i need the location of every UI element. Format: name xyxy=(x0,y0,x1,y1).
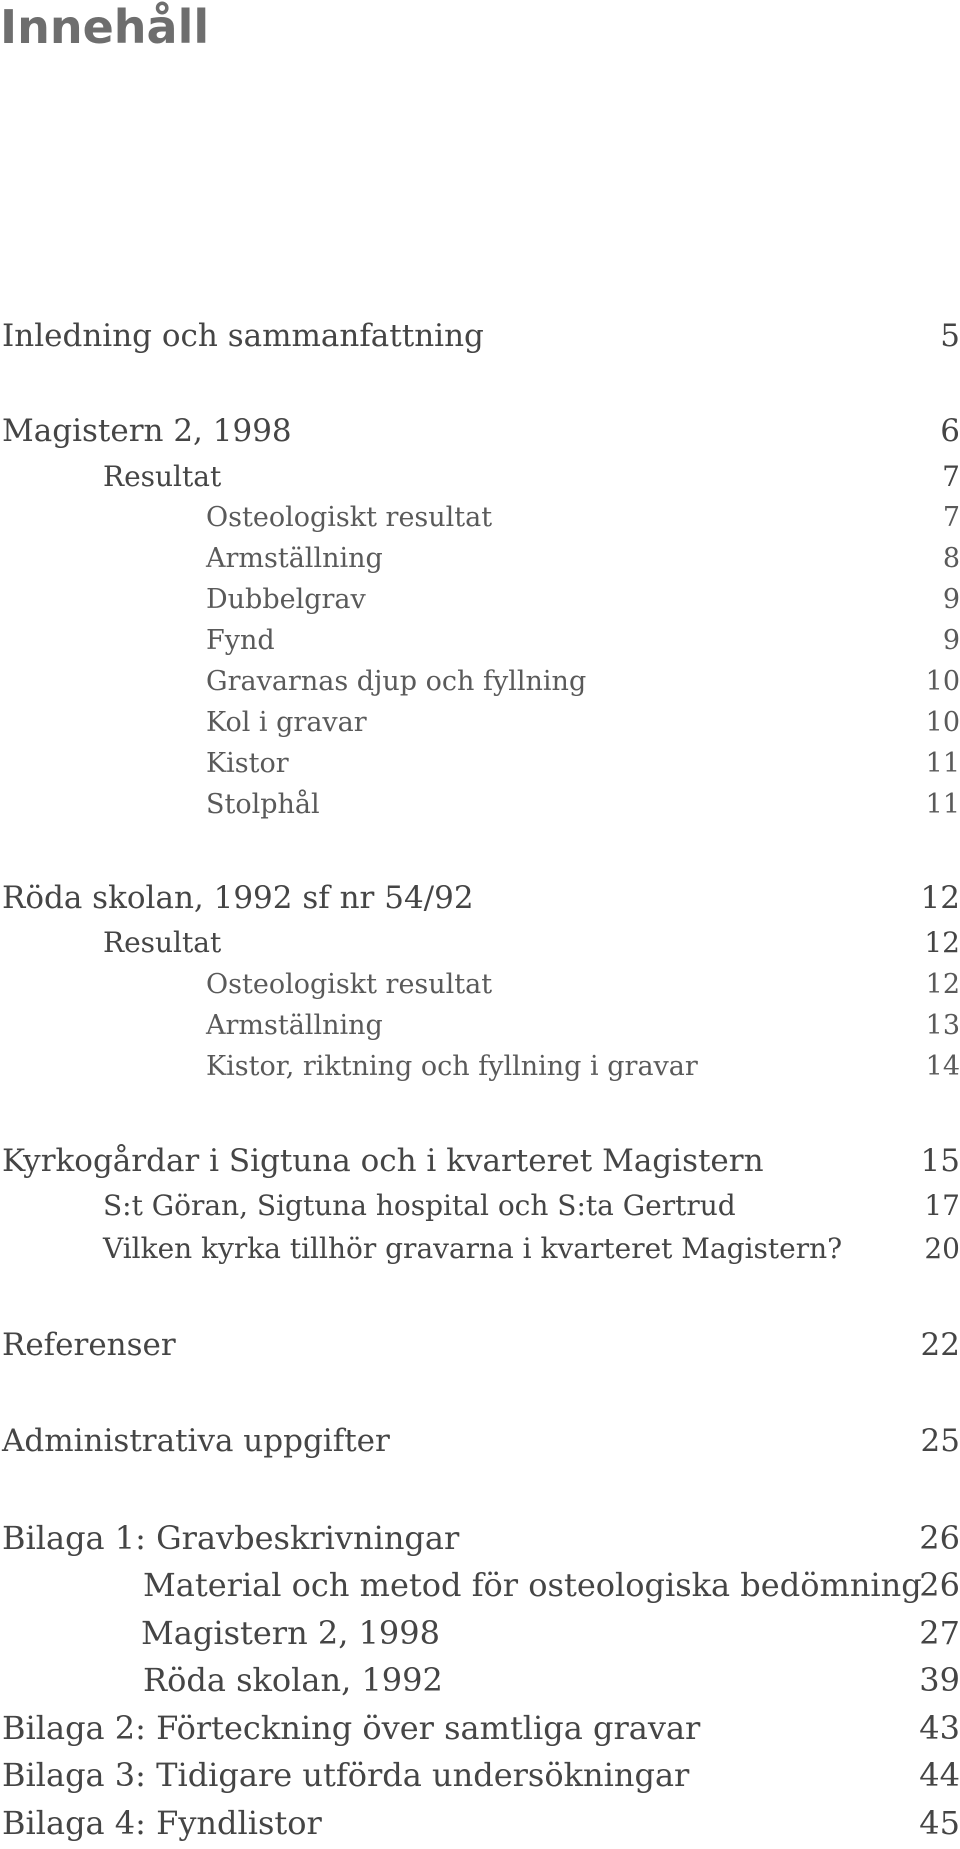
toc-entry-armstallning-2[interactable] xyxy=(0,1010,960,1050)
toc-entry-page: 39 xyxy=(919,1661,960,1699)
toc-entry-referenser[interactable] xyxy=(0,1327,960,1367)
toc-entry-label: Dubbelgrav xyxy=(206,584,366,615)
toc-entry-label: Osteologiskt resultat xyxy=(206,969,493,1000)
toc-entry-label: Vilken kyrka tillhör gravarna i kvarteret Magistern? xyxy=(103,1232,843,1265)
toc-entry-label: Röda skolan, 1992 xyxy=(143,1661,443,1699)
toc-entry-page: 22 xyxy=(920,1327,960,1363)
toc-entry-label: Armställning xyxy=(206,543,383,574)
toc-entry-kyrkogardar[interactable] xyxy=(0,1143,960,1183)
toc-entry-page: 14 xyxy=(925,1051,960,1082)
toc-entry-label: S:t Göran, Sigtuna hospital och S:ta Gertrud xyxy=(103,1189,736,1222)
toc-entry-label: Bilaga 4: Fyndlistor xyxy=(2,1804,322,1842)
toc-entry-page: 43 xyxy=(919,1709,960,1747)
toc-entry-label: Inledning och sammanfattning xyxy=(2,318,484,354)
toc-entry-material-metod[interactable] xyxy=(0,1566,960,1606)
toc-entry-label: Magistern 2, 1998 xyxy=(141,1614,440,1652)
toc-entry-kistor-riktning[interactable] xyxy=(0,1051,960,1091)
page-title: Innehåll xyxy=(0,0,210,54)
toc-entry-roda-skolan-bilaga[interactable] xyxy=(0,1661,960,1701)
toc-entry-page: 9 xyxy=(942,584,960,615)
toc-entry-inledning[interactable] xyxy=(0,318,960,358)
toc-entry-kistor[interactable] xyxy=(0,748,960,788)
toc-entry-page: 12 xyxy=(920,880,960,916)
toc-entry-bilaga-2[interactable] xyxy=(0,1709,960,1749)
toc-entry-label: Administrativa uppgifter xyxy=(2,1423,390,1459)
toc-entry-page: 17 xyxy=(924,1189,960,1222)
toc-entry-stolphal[interactable] xyxy=(0,789,960,829)
toc-entry-dubbelgrav[interactable] xyxy=(0,584,960,624)
toc-entry-label: Armställning xyxy=(206,1010,383,1041)
toc-entry-label: Kyrkogårdar i Sigtuna och i kvarteret Magistern xyxy=(2,1143,764,1179)
toc-entry-page: 11 xyxy=(925,789,960,820)
toc-entry-label: Resultat xyxy=(103,926,222,959)
toc-entry-label: Material och metod för osteologiska bedömning xyxy=(143,1566,922,1604)
toc-entry-roda-skolan[interactable] xyxy=(0,880,960,920)
toc-entry-page: 7 xyxy=(942,502,960,533)
toc-entry-page: 13 xyxy=(925,1010,960,1041)
toc-entry-armstallning[interactable] xyxy=(0,543,960,583)
toc-entry-fynd[interactable] xyxy=(0,625,960,665)
toc-entry-label: Kistor xyxy=(206,748,289,779)
toc-entry-label: Bilaga 3: Tidigare utförda undersökningar xyxy=(2,1756,690,1794)
toc-entry-label: Gravarnas djup och fyllning xyxy=(206,666,587,697)
toc-entry-label: Röda skolan, 1992 sf nr 54/92 xyxy=(2,880,474,916)
toc-entry-osteologiskt[interactable] xyxy=(0,502,960,542)
toc-entry-page: 20 xyxy=(924,1232,960,1265)
toc-entry-page: 10 xyxy=(925,666,960,697)
toc-entry-resultat[interactable] xyxy=(0,460,960,500)
toc-entry-osteologiskt-2[interactable] xyxy=(0,969,960,1009)
toc-entry-page: 26 xyxy=(919,1566,960,1604)
toc-entry-page: 5 xyxy=(940,318,960,354)
toc-entry-gravarnas-djup[interactable] xyxy=(0,666,960,706)
toc-entry-page: 45 xyxy=(919,1804,960,1842)
toc-entry-magistern[interactable] xyxy=(0,413,960,453)
toc-entry-page: 44 xyxy=(919,1756,960,1794)
toc-entry-kol-i-gravar[interactable] xyxy=(0,707,960,747)
toc-entry-resultat-2[interactable] xyxy=(0,926,960,966)
toc-entry-page: 6 xyxy=(940,413,960,449)
toc-entry-label: Bilaga 1: Gravbeskrivningar xyxy=(2,1519,460,1557)
toc-entry-label: Stolphål xyxy=(206,789,320,820)
toc-entry-administrativa[interactable] xyxy=(0,1423,960,1463)
toc-entry-label: Fynd xyxy=(206,625,275,656)
toc-entry-page: 12 xyxy=(924,926,960,959)
toc-entry-label: Bilaga 2: Förteckning över samtliga gravar xyxy=(2,1709,701,1747)
toc-entry-page: 26 xyxy=(919,1519,960,1557)
toc-entry-page: 25 xyxy=(920,1423,960,1459)
toc-entry-st-goran[interactable] xyxy=(0,1189,960,1229)
toc-entry-label: Referenser xyxy=(2,1327,176,1363)
toc-entry-bilaga-4[interactable] xyxy=(0,1804,960,1844)
toc-entry-page: 27 xyxy=(919,1614,960,1652)
toc-entry-page: 11 xyxy=(925,748,960,779)
toc-entry-page: 8 xyxy=(942,543,960,574)
toc-entry-vilken-kyrka[interactable] xyxy=(0,1232,960,1272)
toc-entry-bilaga-1[interactable] xyxy=(0,1519,960,1559)
toc-entry-label: Osteologiskt resultat xyxy=(206,502,493,533)
toc-entry-magistern-bilaga[interactable] xyxy=(0,1614,960,1654)
toc-entry-page: 10 xyxy=(925,707,960,738)
toc-entry-label: Kistor, riktning och fyllning i gravar xyxy=(206,1051,698,1082)
toc-entry-page: 15 xyxy=(920,1143,960,1179)
toc-entry-page: 7 xyxy=(942,460,960,493)
toc-entry-label: Resultat xyxy=(103,460,222,493)
toc-entry-page: 12 xyxy=(925,969,960,1000)
toc-entry-bilaga-3[interactable] xyxy=(0,1756,960,1796)
toc-entry-label: Kol i gravar xyxy=(206,707,367,738)
toc-entry-page: 9 xyxy=(942,625,960,656)
toc-entry-label: Magistern 2, 1998 xyxy=(2,413,292,449)
